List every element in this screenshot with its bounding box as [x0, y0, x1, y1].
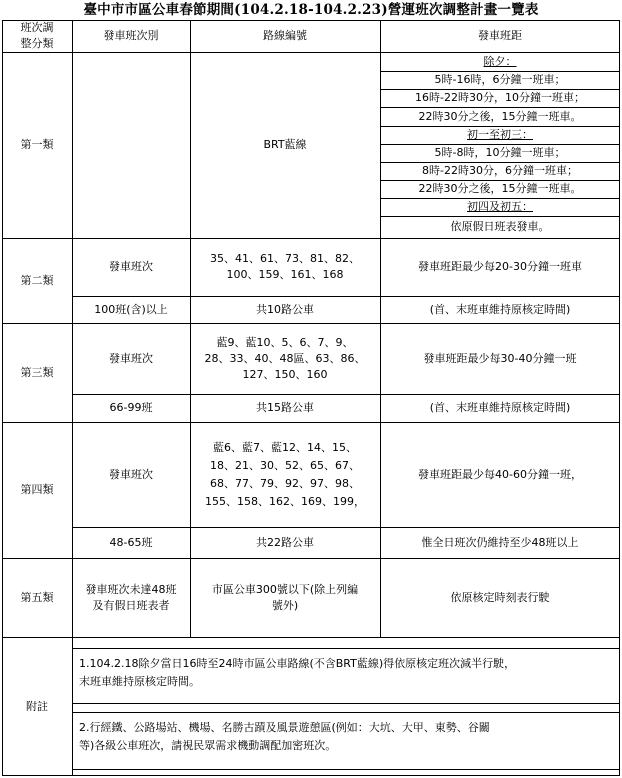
group-name: 第三類 — [20, 365, 54, 379]
schedule-line: 22時30分之後，15分鐘一班車。 — [418, 109, 582, 123]
trips-line: 發車班次未達48班 — [85, 583, 177, 596]
schedule-line: 依原假日班表發車。 — [450, 220, 550, 233]
header-group-cell — [2, 20, 72, 52]
schedule-line: 5時-16時，6分鐘一班車； — [434, 73, 566, 86]
route-line: 18、21、30、52、65、67、 — [210, 458, 360, 472]
group-routes: BRT藍線 — [263, 138, 307, 151]
header-group-line: 班次調 — [20, 21, 54, 34]
group-name: 第五類 — [20, 591, 54, 604]
note-line: 等)各級公車班次，請視民眾需求機動調配加密班次。 — [79, 739, 337, 752]
route-line: 藍6、藍7、藍12、14、15、 — [212, 440, 357, 454]
route-line: 藍9、藍10、5、6、7、9、 — [216, 335, 354, 349]
note-line: 1.104.2.18除夕當日16時至24時市區公車路線(不含BRT藍線)得依原核定班次減半行駛， — [79, 657, 516, 670]
group-name: 第四類 — [20, 483, 54, 496]
group-name: 第一類 — [20, 138, 54, 151]
group-headway: 依原核定時刻表行駛 — [450, 591, 550, 604]
route-line: 市區公車300號以下(除上列編 — [211, 583, 359, 596]
group-routes — [190, 422, 380, 527]
header-trips: 發車班次別 — [103, 29, 159, 42]
note-line: 2.行經鐵、公路場站、機場、名勝古蹟及風景遊憩區(例如：大坑、大甲、東勢、谷關 — [79, 721, 490, 734]
group-headway: 發車班距最少每40-60分鐘一班， — [418, 467, 582, 481]
group-headway-note: (首、末班車維持原核定時間) — [429, 302, 571, 316]
route-line: 100、159、161、168 — [226, 268, 344, 281]
route-line: 28、33、40、48區、63、86、 — [204, 351, 366, 365]
header-headway: 發車班距 — [478, 29, 522, 42]
schedule-line: 5時-8時，10分鐘一班車； — [434, 146, 566, 159]
page-title: 臺中市市區公車春節期間(104.2.18-104.2.23)營運班次調整計畫一覽表 — [83, 2, 539, 18]
header-group-line: 整分類 — [20, 37, 54, 50]
note-1 — [72, 648, 620, 704]
group-routes-total: 共22路公車 — [256, 535, 314, 549]
schedule-line: 22時30分之後，15分鐘一班車。 — [418, 182, 582, 195]
schedule-line: 8時-22時30分，6分鐘一班車； — [422, 164, 578, 177]
route-line: 68、77、79、92、97、98、 — [210, 476, 360, 490]
trips-line: 及有假日班表者 — [92, 599, 170, 612]
schedule-line: 初四及初五： — [467, 200, 533, 213]
route-line: 127、150、160 — [242, 367, 328, 381]
header-routes: 路線編號 — [263, 29, 307, 42]
schedule-line: 初一至初三： — [467, 128, 533, 141]
group-trips-value: 100班(含)以上 — [94, 302, 168, 316]
group-trips-value: 66-99班 — [109, 401, 153, 414]
group-name: 第二類 — [20, 273, 54, 287]
note-2 — [72, 712, 620, 770]
route-line: 155、158、162、169、199， — [205, 494, 365, 508]
route-line: 號外) — [271, 599, 299, 612]
group-trips-label: 發車班次 — [109, 467, 153, 481]
schedule-line: 除夕： — [483, 54, 517, 68]
note-line: 末班車維持原核定時間。 — [79, 675, 200, 688]
group-trips — [72, 558, 190, 638]
group-routes-total: 共10路公車 — [256, 302, 314, 316]
group-headway-note: 惟全日班次仍維持至少48班以上 — [421, 535, 579, 549]
group-trips-label: 發車班次 — [109, 351, 153, 365]
group-headway: 發車班距最少每30-40分鐘一班 — [423, 351, 577, 365]
notes-label: 附註 — [26, 700, 48, 713]
schedule-line: 16時-22時30分，10分鐘一班車； — [415, 91, 585, 104]
group-headway-note: (首、末班車維持原核定時間) — [429, 401, 571, 414]
group-trips-label: 發車班次 — [109, 260, 153, 273]
group-trips-value: 48-65班 — [109, 535, 153, 549]
group-routes — [190, 558, 380, 638]
group-routes — [190, 238, 380, 296]
group-headway: 發車班距最少每20-30分鐘一班車 — [418, 260, 582, 273]
route-line: 35、41、61、73、81、82、 — [210, 252, 360, 265]
group-routes-total: 共15路公車 — [256, 401, 314, 414]
group-trips — [72, 52, 190, 238]
group-routes — [190, 323, 380, 394]
